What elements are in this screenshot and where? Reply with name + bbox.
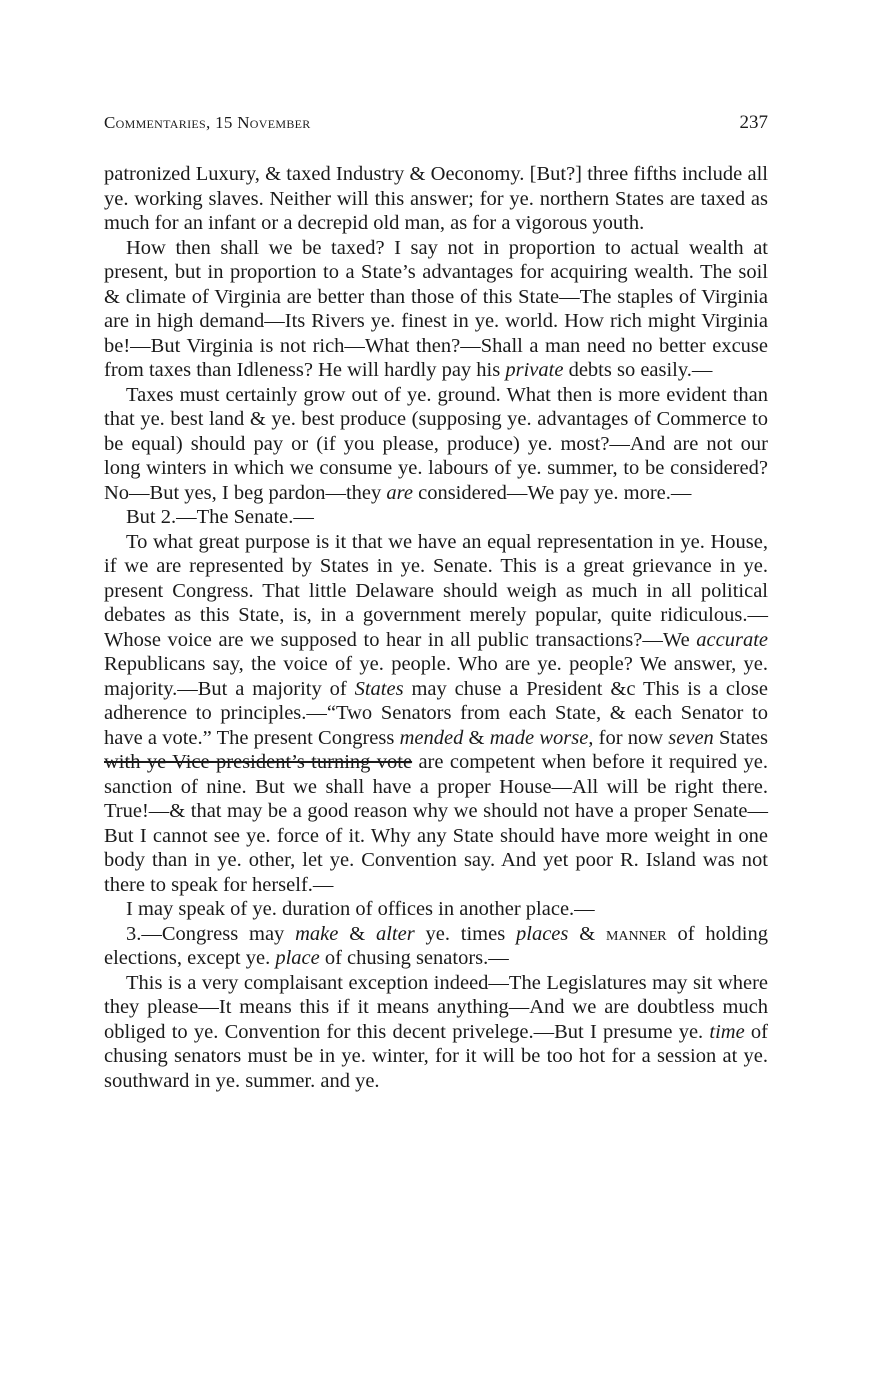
document-page <box>104 112 768 1093</box>
text-run: considered—We pay ye. more.— <box>412 481 692 504</box>
running-title: Commentaries, 15 November <box>104 113 311 132</box>
text-run: of holding elections, except ye. <box>104 922 768 969</box>
paragraph <box>104 971 768 1094</box>
italic-text: place <box>275 947 320 969</box>
text-run: for now <box>593 726 669 749</box>
text-run: of chusing senators.— <box>319 947 509 969</box>
italic-text: States <box>354 677 404 700</box>
italic-text: mended <box>399 726 464 749</box>
italic-text: seven <box>668 726 714 749</box>
text-run: How then shall we be taxed? I say not in proportion to actual wealth at present, but in proportion to a State’s advantages for acquiring wealth. The soil & climate of Virginia are better than those of this State—The staples of Virginia are in high demand—Its Rivers ye. finest in ye. world. How rich might Virginia be!—But Virginia is not rich—What then?—Shall a man need no better excuse from taxes than Idleness? He will hardly pay his <box>104 236 768 381</box>
paragraph <box>104 897 768 922</box>
small-caps-text: manner <box>605 922 667 945</box>
running-head <box>104 112 768 140</box>
italic-text: made worse, <box>489 726 594 749</box>
text-run: debts so easily.— <box>563 359 713 381</box>
text-run: States <box>713 726 768 749</box>
italic-text: places <box>516 922 569 945</box>
italic-text: make <box>295 922 339 945</box>
italic-text: alter <box>375 922 415 945</box>
italic-text: are <box>386 481 413 504</box>
page-number: 237 <box>739 112 768 133</box>
paragraph <box>104 922 768 971</box>
text-run: This is a very complaisant exception indeed—The Legislatures may sit where they please—It means this if it means anything—And we are doubtless much obliged to ye. Convention for this decent privelege.—But I presume ye. <box>104 971 768 1043</box>
text-run: But 2.—The Senate.— <box>126 506 314 528</box>
paragraph <box>104 383 768 506</box>
text-run: & <box>568 922 606 945</box>
text-run: Taxes must certainly grow out of ye. ground. What then is more evident than that ye. best land & ye. best produce (supposing ye. advantages of Commerce to be equal) should pay or (if you please, produce) ye. most?—And are not our long winters in which we consume ye. labours of ye. summer, to be considered? No—But yes, I beg pardon—they <box>104 383 768 504</box>
italic-text: time <box>709 1020 745 1043</box>
text-run: of chusing senators must be in ye. winter, for it will be too hot for a session at ye. southward in ye. summer. and ye. <box>104 1020 769 1092</box>
text-run: may chuse a President &c This is a close adherence to principles.—“Two Senators from each State, & each Senator to have a vote.” The present Congress <box>104 677 768 749</box>
text-run: & <box>338 922 376 945</box>
paragraph <box>104 530 768 898</box>
text-run: patronized Luxury, & taxed Industry & Oeconomy. [But?] three fifths include all ye. working slaves. Neither will this answer; for ye. northern States are taxed as much for an infant or a decrepid old man, as for a vigorous youth. <box>104 163 768 234</box>
paragraph <box>104 236 768 383</box>
text-run: 3.—Congress may <box>126 922 296 945</box>
text-run: & <box>463 726 490 749</box>
paragraph <box>104 162 768 236</box>
text-run: I may speak of ye. duration of offices in another place.— <box>126 898 595 920</box>
struck-text: with ye Vice president’s turning vote <box>104 751 413 773</box>
text-run: To what great purpose is it that we have an equal representation in ye. House, if we are represented by States in ye. Senate. This is a great grievance in ye. present Congress. That little Delaware should weigh as much in all political debates as this State, is, in a government merely popular, quite ridiculous.—Whose voice are we supposed to hear in all public transactions?—We <box>104 530 768 651</box>
italic-text: private <box>505 359 564 381</box>
text-run: ye. times <box>414 922 517 945</box>
paragraph <box>104 505 768 530</box>
text-run: are competent when before it required ye. sanction of nine. But we shall have a proper House—All will be right there. True!—& that may be a good reason why we should not have a proper Senate—But I cannot see ye. force of it. Why any State should have more weight in one body than in ye. other, let ye. Convention say. And yet poor R. Island was not there to speak for herself.— <box>104 751 768 896</box>
body-text <box>104 162 768 1093</box>
text-run: Republicans say, the voice of ye. people. Who are ye. people? We answer, ye. majority.—But a majority of <box>104 653 768 700</box>
italic-text: accurate <box>696 628 768 651</box>
